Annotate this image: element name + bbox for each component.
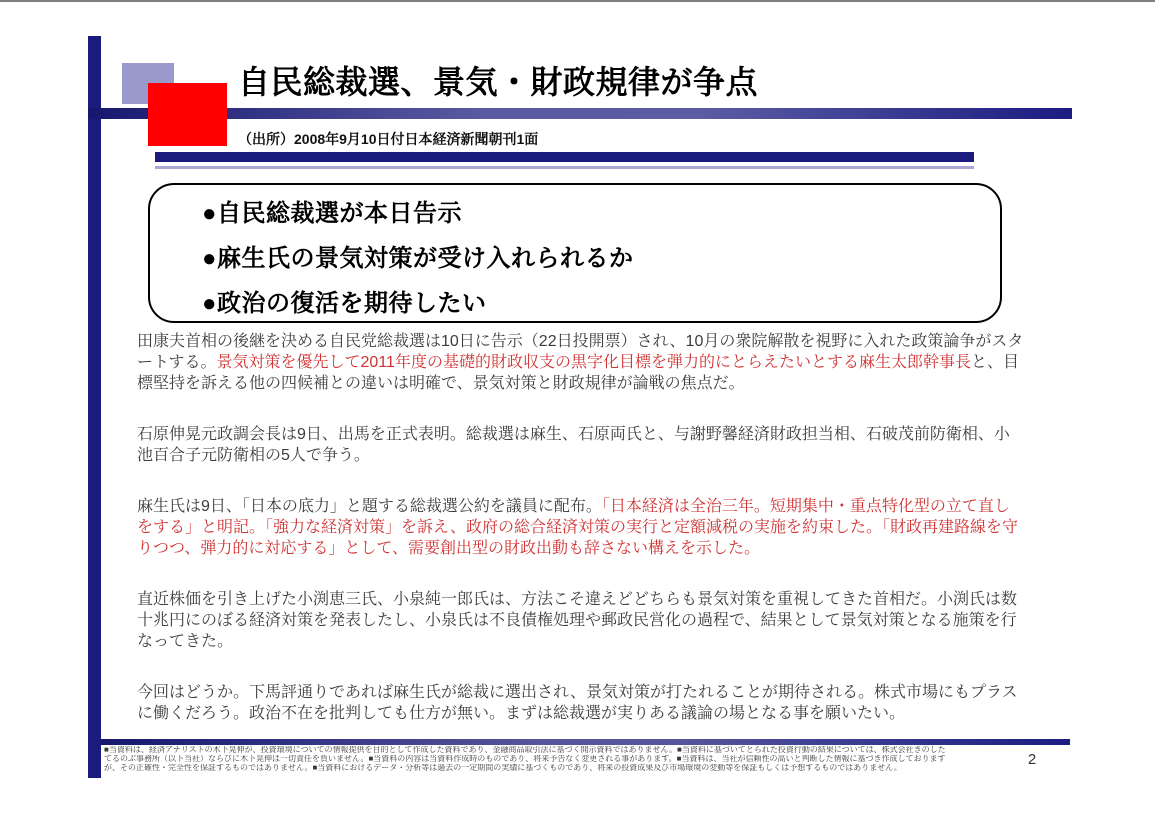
- highlights-box: [148, 183, 1002, 323]
- text-segment: と、目標堅持を訴える他の四候補との違いは明確で、景気対策と財政規律が論戦の焦点だ。: [137, 354, 1019, 392]
- red-accent-square: [148, 83, 227, 146]
- text-segment: 石原伸晃元政調会長は9日、出馬を正式表明。総裁選は麻生、石原両氏と、与謝野馨経済財政担当相、石破茂前防衛相、小池百合子元防衛相の5人で争う。: [137, 426, 1010, 464]
- screen-top-edge: [0, 0, 1155, 2]
- text-segment: 田康夫首相の後継を決める自民党総裁選は10日に告示（22日投開票）され、10月の衆院解散を視野に入れた政策論争がスタートする。: [137, 333, 1024, 371]
- page-number: 2: [1027, 751, 1037, 768]
- slide-title: 自民総裁選、景気・財政規律が争点: [238, 64, 759, 100]
- text-segment-red: 景気対策を優先して2011年度の基礎的財政収支の黒字化目標を弾力的にとらえたいとする麻生太郎幹事長: [216, 354, 971, 371]
- body-paragraph: [137, 682, 1025, 724]
- header-rule-bar: [88, 108, 1072, 119]
- highlight-item: ●政治の復活を期待したい: [202, 290, 487, 317]
- disclaimer-line: ■当資料は、経済アナリストの木下晃伸が、投資環境についての情報提供を目的として作成した資料であり、金融商品取引法に基づく開示資料ではありません。■当資料に基づいてとられた投資行動の結果については、株式会社きのした: [104, 746, 946, 754]
- text-segment-red: 「日本経済は全治三年。短期集中・重点特化型の立て直しをする」と明記。「強力な経済対策」を訴え、政府の総合経済対策の実行と定額減税の実施を約束した。「財政再建路線を守りつつ、弾力的に対応する」として、需要創出型の財政出動も辞さない構えを示した。: [137, 498, 1018, 557]
- left-accent-bar: [88, 36, 101, 778]
- footer-rule-bar: [101, 739, 1070, 745]
- highlight-item: ●麻生氏の景気対策が受け入れられるか: [202, 245, 634, 272]
- body-paragraph: [137, 589, 1025, 652]
- disclaimer-text: [104, 746, 1064, 772]
- disclaimer-line: てるのぶ事務所（以下当社）ならびに木下晃伸は一切責任を負いません。■当資料の内容は当資料作成時のものであり、将来予告なく変更される事があります。■当資料は、当社が信頼性の高いと判断した情報に基づき作成しております: [104, 754, 946, 763]
- body-paragraph: [137, 424, 1025, 466]
- text-segment: 麻生氏は9日、「日本の底力」と題する総裁選公約を議員に配布。: [137, 498, 602, 515]
- text-segment: 今回はどうか。下馬評通りであれば麻生氏が総裁に選出され、景気対策が打たれることが期待される。株式市場にもプラスに働くだろう。政治不在を批判しても仕方が無い。まずは総裁選が実りある議論の場となる事を願いたい。: [137, 684, 1018, 722]
- body-paragraph: [137, 496, 1025, 559]
- article-body: [137, 331, 1025, 754]
- subheader-rule-line: [155, 166, 974, 169]
- text-segment: 直近株価を引き上げた小渕恵三氏、小泉純一郎氏は、方法こそ違えどどちらも景気対策を重視してきた首相だ。小渕氏は数十兆円にのぼる経済対策を発表したし、小泉氏は不良債権処理や郵政民営化の過程で、結果として景気対策となる施策を行なってきた。: [137, 591, 1018, 650]
- body-paragraph: [137, 331, 1025, 394]
- subheader-rule-bar: [155, 152, 974, 162]
- source-caption: （出所）2008年9月10日付日本経済新聞朝刊1面: [238, 131, 539, 147]
- highlight-item: ●自民総裁選が本日告示: [202, 200, 462, 227]
- disclaimer-line: が、その正確性・完全性を保証するものではありません。■当資料におけるデータ・分析等は過去の一定期間の実績に基づくものであり、将来の投資成果及び市場環境の変動等を保証もしくは予想するものではありません。: [104, 763, 902, 772]
